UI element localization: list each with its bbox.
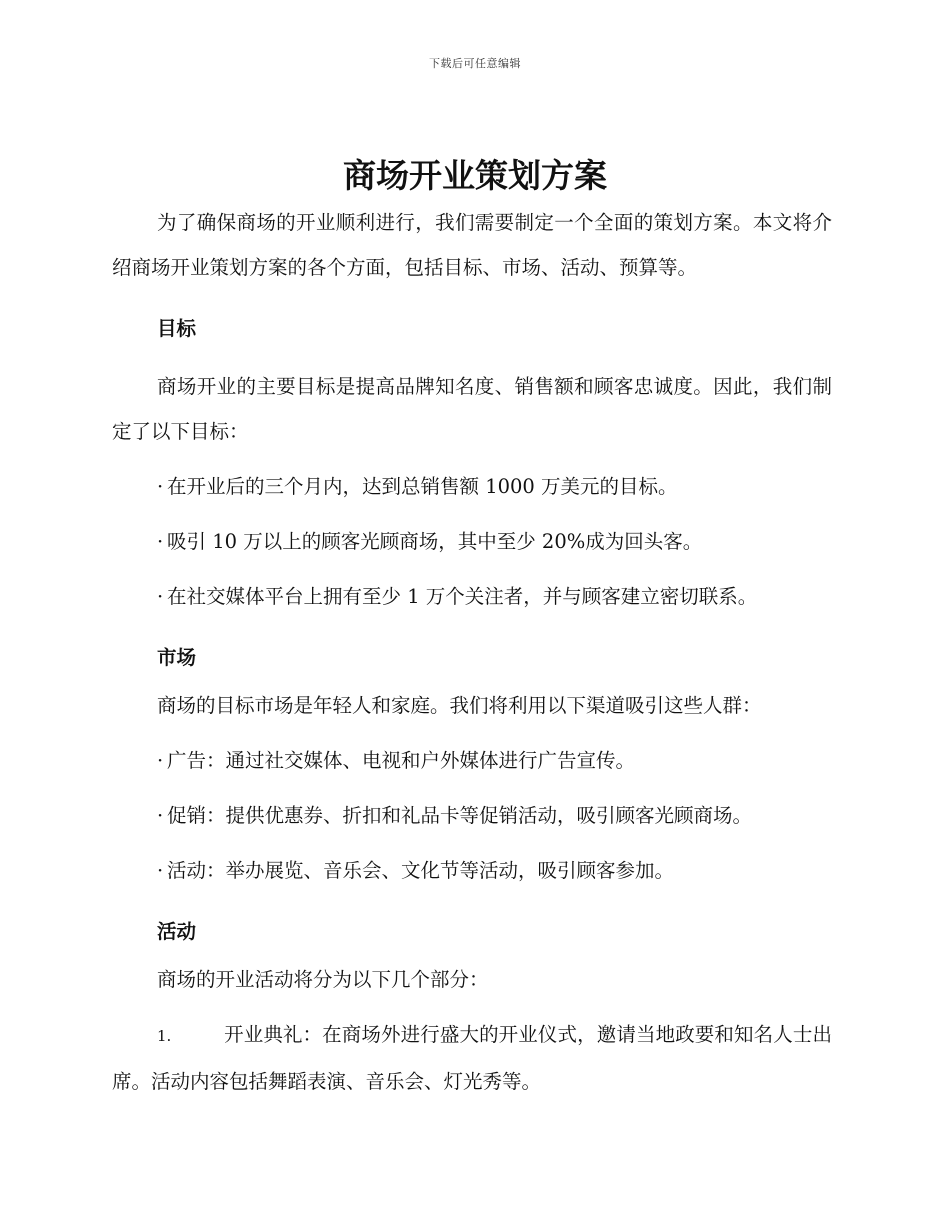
header-note: 下载后可任意编辑 [429,57,521,70]
goals-paragraph: 商场开业的主要目标是提高品牌知名度、销售额和顾客忠诚度。因此，我们制定了以下目标： [112,375,832,443]
activities-numbered-item [112,1012,832,1104]
document-body [112,200,832,1104]
market-bullet-item [112,848,832,903]
bullet-text: 在开业后的三个月内，达到总销售额 1000 万美元的目标。 [167,475,678,498]
bullet-dot: · [157,585,164,608]
document-title: 商场开业策划方案 [343,156,607,195]
bullet-text: 吸引 10 万以上的顾客光顾商场，其中至少 20%成为回头客。 [167,530,703,553]
bullet-text: 在社交媒体平台上拥有至少 1 万个关注者，并与顾客建立密切联系。 [167,585,758,608]
item-text: 开业典礼：在商场外进行盛大的开业仪式，邀请当地政要和知名人士出席。活动内容包括舞蹈表演、音乐会、灯光秀等。 [112,1023,832,1093]
bullet-dot: · [157,749,164,772]
market-bullet-item [112,793,832,848]
bullet-dot: · [157,859,164,882]
bullet-dot: · [157,475,164,498]
goals-bullet-item [112,464,832,519]
bullet-dot: · [157,530,164,553]
bullet-text: 广告：通过社交媒体、电视和户外媒体进行广告宣传。 [167,749,636,772]
market-paragraph: 商场的目标市场是年轻人和家庭。我们将利用以下渠道吸引这些人群： [157,694,762,717]
bullet-text: 活动：举办展览、音乐会、文化节等活动，吸引顾客参加。 [167,859,675,882]
goals-bullet-item [112,519,832,574]
section-heading-market: 市场 [157,646,197,669]
bullet-text: 促销：提供优惠券、折扣和礼品卡等促销活动，吸引顾客光顾商场。 [167,804,753,827]
market-bullet-item [112,738,832,793]
section-heading-activities: 活动 [157,920,197,943]
goals-bullet-item [112,574,832,629]
activities-paragraph: 商场的开业活动将分为以下几个部分： [157,968,489,991]
item-number: 1. [157,1027,172,1045]
intro-paragraph: 为了确保商场的开业顺利进行，我们需要制定一个全面的策划方案。本文将介绍商场开业策划方案的各个方面，包括目标、市场、活动、预算等。 [112,211,832,279]
section-heading-goals: 目标 [157,317,197,340]
bullet-dot: · [157,804,164,827]
